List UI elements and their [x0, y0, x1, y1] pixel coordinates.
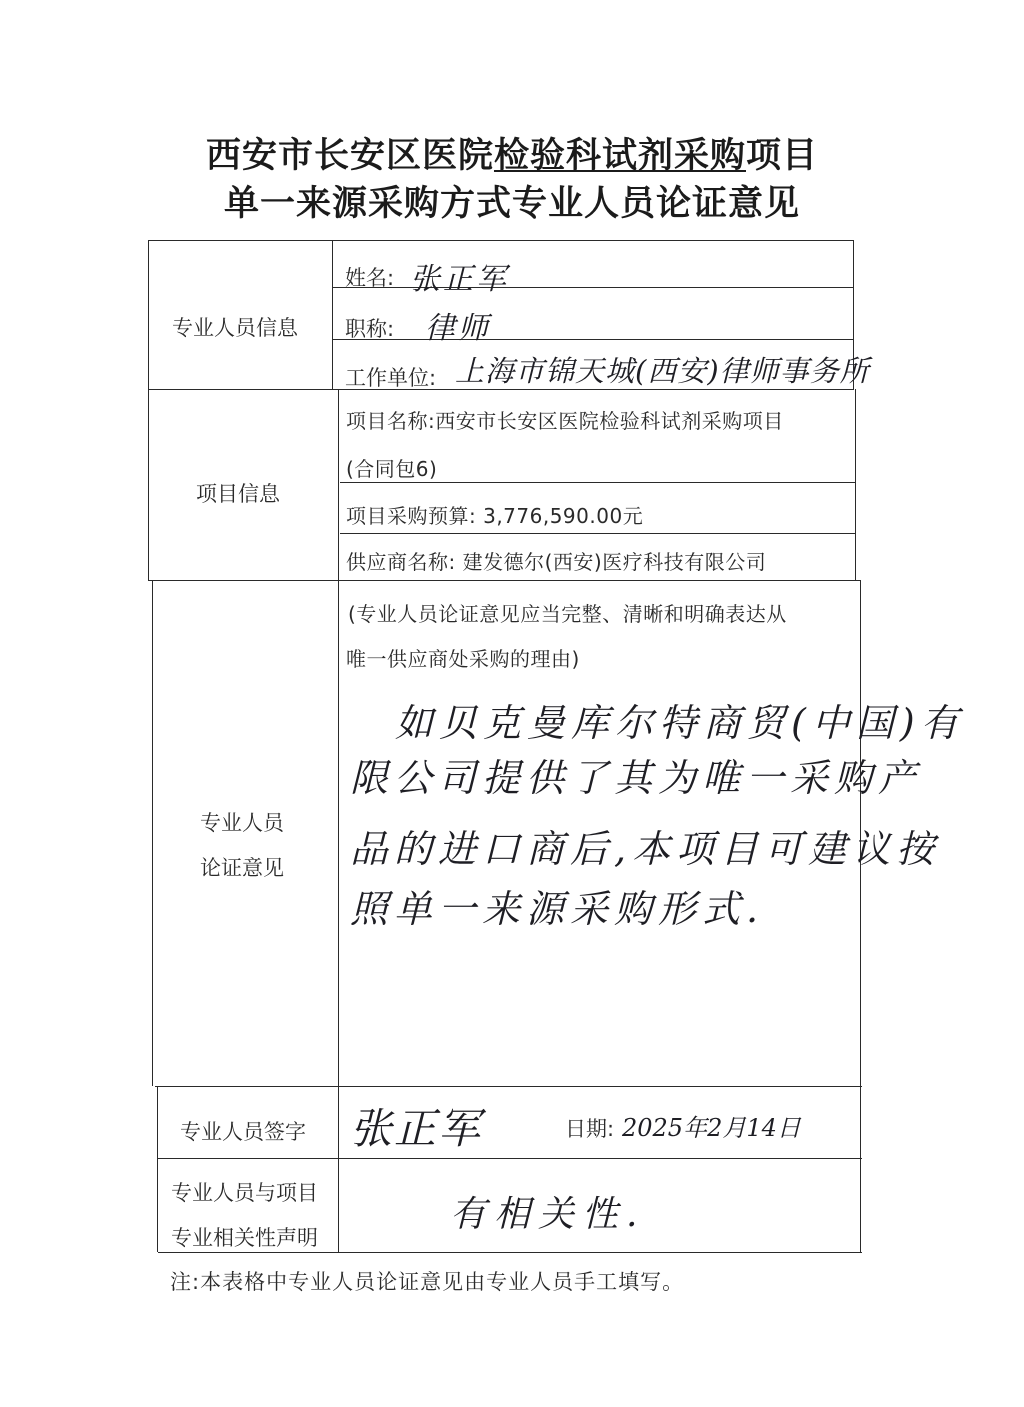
- relevance-label-line-2: 专业相关性声明: [171, 1226, 318, 1250]
- date-label: 日期:: [565, 1117, 615, 1141]
- project-budget: 项目采购预算: 3,776,590.00元: [346, 504, 644, 528]
- opinion-instruction-line-1: (专业人员论证意见应当完整、清晰和明确表达从: [348, 602, 787, 626]
- row-divider: [340, 482, 856, 483]
- title-line-2: 单一来源采购方式专业人员论证意见: [223, 183, 800, 224]
- section-divider: [158, 1158, 862, 1159]
- relevance-handwritten: 有相关性.: [450, 1194, 646, 1235]
- relevance-label-line-1: 专业人员与项目: [171, 1181, 318, 1205]
- signature-handwritten: 张正军: [350, 1104, 483, 1153]
- table-border-top: [148, 240, 854, 241]
- table-border-bottom: [158, 1252, 862, 1253]
- project-name-line-1: 项目名称:西安市长安区医院检验科试剂采购项目: [346, 409, 784, 433]
- opinion-handwritten-line: 品的进口商后,本项目可建议按: [350, 827, 941, 871]
- supplier-name: 供应商名称: 建发德尔(西安)医疗科技有限公司: [346, 550, 767, 574]
- opinion-handwritten-line: 限公司提供了其为唯一采购产: [350, 756, 923, 800]
- opinion-handwritten-line: 如贝克曼库尔特商贸(中国)有: [395, 701, 965, 745]
- table-border-left: [152, 580, 153, 1086]
- table-border-right: [860, 580, 861, 1252]
- title-suffix: 项目: [746, 135, 819, 176]
- job-title-handwritten: 律师: [425, 311, 491, 346]
- table-border-left: [157, 1086, 158, 1252]
- column-divider: [332, 240, 333, 389]
- employer-handwritten: 上海市锦天城(西安)律师事务所: [455, 354, 870, 388]
- name-handwritten: 张正军: [410, 262, 509, 297]
- title-underlined: 检验科试剂采购: [493, 135, 746, 176]
- column-divider: [338, 1086, 339, 1252]
- expert-info-label: 专业人员信息: [172, 316, 298, 340]
- opinion-handwritten-line: 照单一来源采购形式.: [350, 887, 765, 931]
- project-info-label: 项目信息: [196, 482, 280, 506]
- row-divider: [340, 533, 856, 534]
- title-prefix: 西安市长安区医院: [205, 135, 494, 176]
- table-border-left: [148, 240, 149, 580]
- row-divider: [332, 339, 854, 340]
- name-label: 姓名:: [345, 266, 395, 290]
- opinion-label-line-2: 论证意见: [200, 856, 284, 880]
- section-divider: [148, 580, 860, 581]
- footer-note: 注:本表格中专业人员论证意见由专业人员手工填写。: [170, 1270, 685, 1294]
- column-divider: [338, 389, 339, 580]
- table-border-right: [855, 389, 856, 580]
- section-divider: [155, 1086, 862, 1087]
- signature-label: 专业人员签字: [180, 1120, 306, 1144]
- date-handwritten: 2025年2月14日: [622, 1114, 801, 1142]
- employer-label: 工作单位:: [345, 366, 437, 390]
- job-title-label: 职称:: [345, 317, 395, 341]
- project-name-line-2: (合同包6): [346, 457, 438, 481]
- opinion-instruction-line-2: 唯一供应商处采购的理由): [346, 647, 580, 671]
- opinion-label-line-1: 专业人员: [200, 811, 284, 835]
- column-divider: [338, 580, 339, 1086]
